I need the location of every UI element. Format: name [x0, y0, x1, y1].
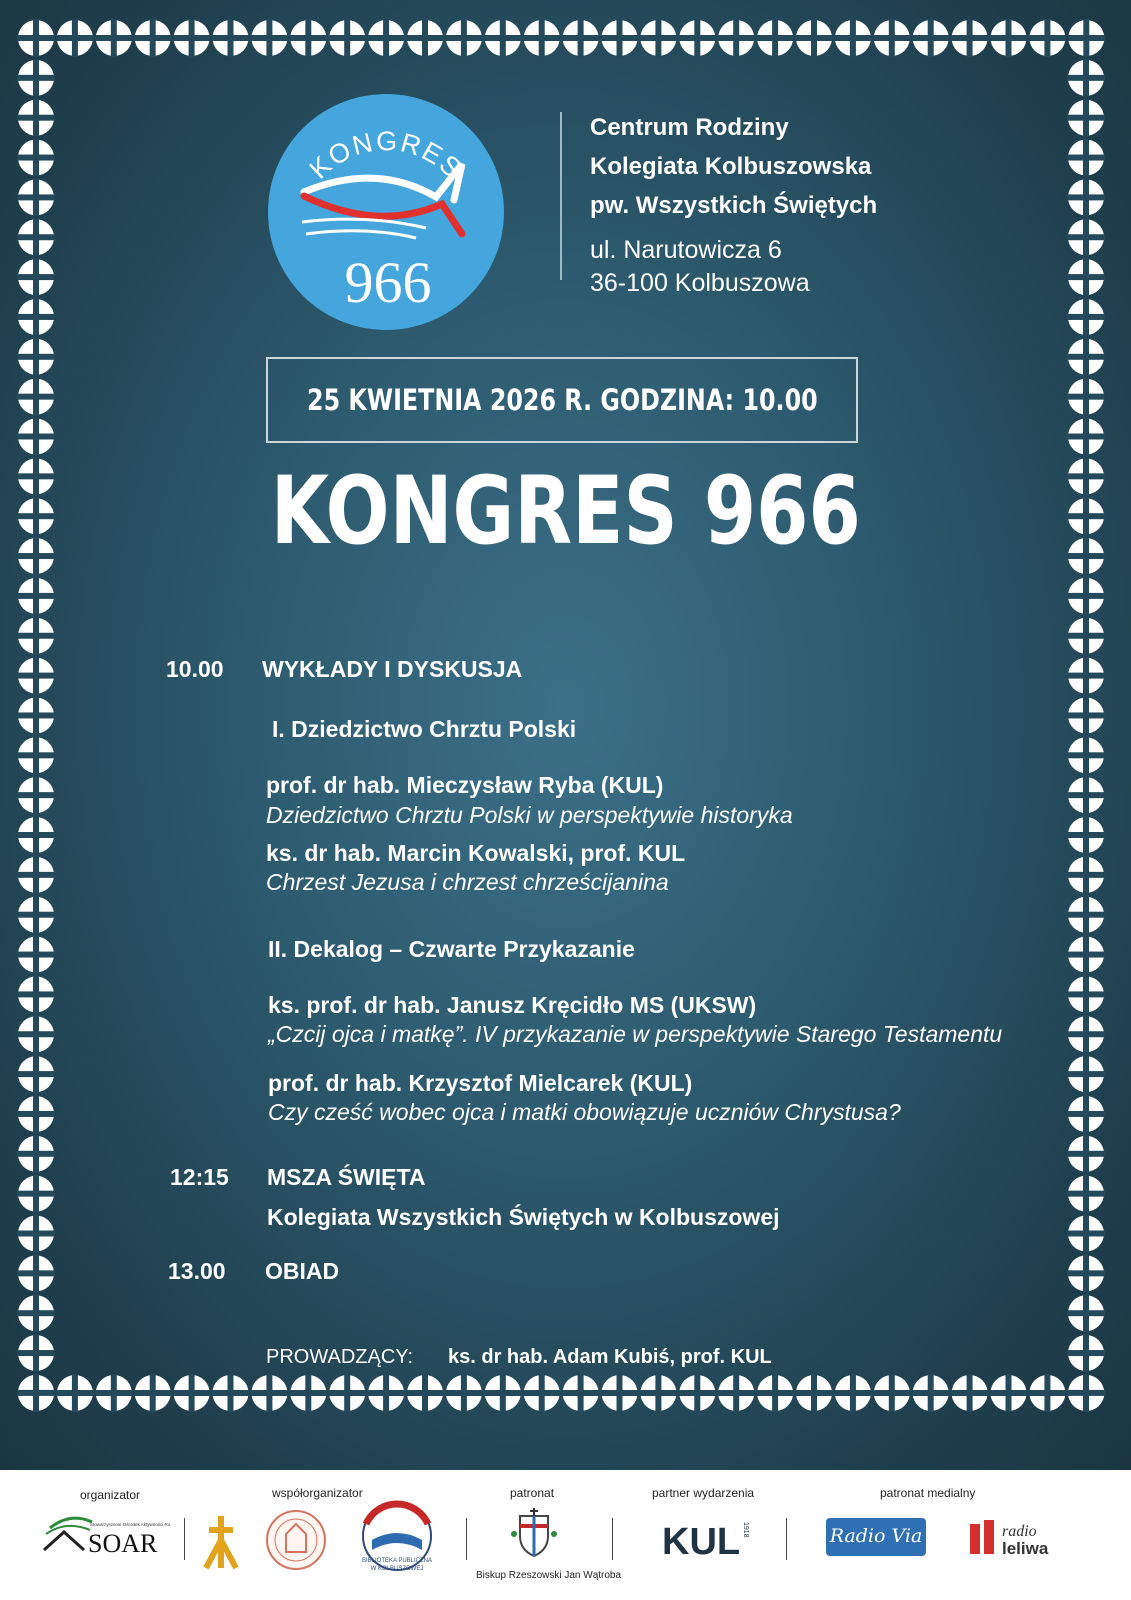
border-ornament-icon — [1067, 218, 1105, 256]
host-name: ks. dr hab. Adam Kubiś, prof. KUL — [448, 1346, 772, 1368]
speaker-name: prof. dr hab. Krzysztof Mielcarek (KUL) — [268, 1070, 693, 1096]
border-ornament-icon — [17, 258, 55, 296]
border-ornament-icon — [17, 378, 55, 416]
svg-text:1918: 1918 — [742, 1522, 749, 1538]
border-ornament-icon — [873, 19, 911, 57]
border-ornament-icon — [717, 1374, 755, 1412]
border-ornament-icon — [17, 1334, 55, 1372]
border-ornament-icon — [1067, 1374, 1105, 1412]
border-ornament-icon — [484, 1374, 522, 1412]
border-ornament-icon — [328, 19, 366, 57]
border-ornament-icon — [56, 1374, 94, 1412]
border-ornament-icon — [134, 1374, 172, 1412]
schedule-title: WYKŁADY I DYSKUSJA — [262, 656, 523, 682]
venue-name — [590, 108, 877, 225]
border-ornament-icon — [601, 1374, 639, 1412]
venue-line: pw. Wszystkich Świętych — [590, 192, 878, 219]
border-ornament-icon — [1067, 418, 1105, 456]
border-ornament-icon — [1067, 1055, 1105, 1093]
svg-text:leliwa: leliwa — [1002, 1539, 1049, 1558]
border-ornament-icon — [445, 1374, 483, 1412]
logo-arc-text: KONGRES — [303, 126, 469, 185]
border-ornament-icon — [639, 1374, 677, 1412]
lecture-topic: Dziedzictwo Chrztu Polski w perspektywie historyka — [266, 802, 793, 828]
border-ornament-icon — [17, 736, 55, 774]
border-ornament-icon — [1067, 1215, 1105, 1253]
border-ornament-icon — [1067, 1294, 1105, 1332]
border-ornament-icon — [1067, 657, 1105, 695]
bishop-caption: Biskup Rzeszowski Jan Wątroba — [476, 1570, 622, 1581]
svg-text:radio: radio — [1002, 1523, 1037, 1540]
border-ornament-icon — [17, 418, 55, 456]
border-ornament-icon — [484, 19, 522, 57]
border-ornament-icon — [17, 975, 55, 1013]
border-ornament-icon — [17, 178, 55, 216]
border-ornament-icon — [17, 1374, 55, 1412]
part-title: II. Dekalog – Czwarte Przykazanie — [268, 936, 635, 962]
border-ornament-icon — [1067, 1095, 1105, 1133]
border-ornament-icon — [445, 19, 483, 57]
bishop-coat-of-arms-icon — [506, 1506, 562, 1562]
border-ornament-icon — [678, 19, 716, 57]
border-ornament-icon — [1067, 896, 1105, 934]
radio-leliwa-logo — [968, 1514, 1058, 1560]
soar-logo — [40, 1510, 170, 1560]
border-ornament-icon — [17, 19, 55, 57]
border-ornament-icon — [1067, 936, 1105, 974]
border-ornament-icon — [1067, 99, 1105, 137]
kul-logo — [660, 1516, 750, 1560]
border-ornament-icon — [678, 1374, 716, 1412]
border-ornament-icon — [406, 19, 444, 57]
radio-via-logo: Radio Via — [826, 1518, 926, 1556]
sponsor-separator — [184, 1518, 185, 1560]
border-ornament-icon — [95, 1374, 133, 1412]
border-ornament-icon — [17, 99, 55, 137]
date-box — [266, 357, 858, 443]
border-ornament-icon — [17, 59, 55, 97]
cross-emblem-icon — [200, 1514, 242, 1570]
border-ornament-icon — [951, 19, 989, 57]
logo-number: 966 — [344, 250, 432, 315]
border-ornament-icon — [1067, 59, 1105, 97]
border-ornament-icon — [212, 19, 250, 57]
border-ornament-icon — [17, 1055, 55, 1093]
sponsor-separator — [466, 1518, 467, 1560]
border-ornament-icon — [17, 696, 55, 734]
border-ornament-icon — [17, 1254, 55, 1292]
border-ornament-icon — [1067, 1334, 1105, 1372]
border-ornament-icon — [1067, 139, 1105, 177]
border-ornament-icon — [834, 1374, 872, 1412]
border-ornament-icon — [289, 1374, 327, 1412]
host-label: PROWADZĄCY: — [266, 1346, 414, 1368]
venue-line: Kolegiata Kolbuszowska — [590, 153, 872, 180]
border-ornament-icon — [1028, 19, 1066, 57]
sponsor-separator — [612, 1518, 613, 1560]
border-ornament-icon — [717, 19, 755, 57]
border-ornament-icon — [1067, 975, 1105, 1013]
schedule-title: MSZA ŚWIĘTA — [267, 1164, 426, 1190]
border-ornament-icon — [17, 577, 55, 615]
media-label: patronat medialny — [880, 1486, 976, 1500]
border-ornament-icon — [562, 19, 600, 57]
mass-location: Kolegiata Wszystkich Świętych w Kolbuszowej — [267, 1204, 780, 1230]
border-ornament-icon — [1067, 816, 1105, 854]
border-ornament-icon — [173, 1374, 211, 1412]
border-ornament-icon — [406, 1374, 444, 1412]
border-ornament-icon — [990, 19, 1028, 57]
border-ornament-icon — [250, 19, 288, 57]
border-ornament-icon — [56, 19, 94, 57]
date-text: 25 KWIETNIA 2026 R. GODZINA: 10.00 — [306, 383, 818, 417]
border-ornament-icon — [17, 776, 55, 814]
lecture-topic: „Czcij ojca i matkę”. IV przykazanie w perspektywie Starego Testamentu — [268, 1021, 1003, 1047]
border-ornament-icon — [795, 1374, 833, 1412]
border-ornament-icon — [1067, 1175, 1105, 1213]
svg-text:W KOLBUSZOWEJ: W KOLBUSZOWEJ — [370, 1566, 424, 1572]
border-ornament-icon — [17, 816, 55, 854]
border-ornament-icon — [134, 19, 172, 57]
border-ornament-icon — [17, 218, 55, 256]
sponsor-separator — [786, 1518, 787, 1560]
border-ornament-icon — [17, 1095, 55, 1133]
venue-line: Centrum Rodziny — [590, 114, 789, 141]
border-ornament-icon — [834, 19, 872, 57]
schedule-time: 10.00 — [166, 656, 224, 682]
border-ornament-icon — [250, 1374, 288, 1412]
border-ornament-icon — [912, 19, 950, 57]
border-ornament-icon — [756, 19, 794, 57]
border-ornament-icon — [1028, 1374, 1066, 1412]
library-logo — [352, 1500, 442, 1580]
border-ornament-icon — [17, 1135, 55, 1173]
venue-address — [590, 234, 810, 300]
border-ornament-icon — [1067, 178, 1105, 216]
border-ornament-icon — [173, 19, 211, 57]
border-ornament-icon — [1067, 776, 1105, 814]
border-ornament-icon — [639, 19, 677, 57]
border-ornament-icon — [990, 1374, 1028, 1412]
patron-label: patronat — [510, 1486, 555, 1500]
border-ornament-icon — [17, 139, 55, 177]
border-ornament-icon — [523, 19, 561, 57]
svg-text:SOAR: SOAR — [88, 1529, 158, 1558]
border-ornament-icon — [367, 19, 405, 57]
border-ornament-icon — [912, 1374, 950, 1412]
border-ornament-icon — [1067, 1254, 1105, 1292]
border-ornament-icon — [1067, 1135, 1105, 1173]
border-ornament-icon — [1067, 19, 1105, 57]
svg-text:KUL: KUL — [662, 1521, 741, 1560]
coorganizer-label: współorganizator — [272, 1486, 363, 1500]
border-ornament-icon — [1067, 378, 1105, 416]
address-line: ul. Narutowicza 6 — [590, 236, 782, 264]
border-ornament-icon — [17, 1015, 55, 1053]
border-ornament-icon — [212, 1374, 250, 1412]
schedule-time: 13.00 — [168, 1258, 226, 1284]
border-ornament-icon — [17, 1294, 55, 1332]
border-ornament-icon — [795, 19, 833, 57]
partner-label: partner wydarzenia — [652, 1486, 755, 1500]
speaker-name: ks. dr hab. Marcin Kowalski, prof. KUL — [266, 840, 686, 866]
border-ornament-icon — [17, 338, 55, 376]
address-line: 36-100 Kolbuszowa — [590, 269, 810, 297]
border-ornament-icon — [562, 1374, 600, 1412]
header-divider — [560, 112, 562, 280]
border-ornament-icon — [17, 617, 55, 655]
border-ornament-icon — [17, 298, 55, 336]
border-ornament-icon — [17, 856, 55, 894]
parish-seal-icon — [264, 1508, 328, 1572]
speaker-name: ks. prof. dr hab. Janusz Kręcidło MS (UKSW) — [268, 992, 757, 1018]
lecture-topic: Czy cześć wobec ojca i matki obowiązuje uczniów Chrystusa? — [268, 1099, 901, 1125]
border-ornament-icon — [17, 1215, 55, 1253]
border-ornament-icon — [17, 657, 55, 695]
border-ornament-icon — [523, 1374, 561, 1412]
border-ornament-icon — [1067, 298, 1105, 336]
border-ornament-icon — [1067, 856, 1105, 894]
border-ornament-icon — [1067, 338, 1105, 376]
border-ornament-icon — [1067, 1015, 1105, 1053]
sponsors-strip — [0, 1470, 1131, 1600]
border-ornament-icon — [873, 1374, 911, 1412]
border-ornament-icon — [951, 1374, 989, 1412]
lecture-topic: Chrzest Jezusa i chrzest chrześcijanina — [266, 869, 669, 895]
border-ornament-icon — [1067, 696, 1105, 734]
border-ornament-icon — [1067, 736, 1105, 774]
border-ornament-icon — [95, 19, 133, 57]
part-title: I. Dziedzictwo Chrztu Polski — [272, 716, 577, 742]
border-ornament-icon — [1067, 577, 1105, 615]
border-ornament-icon — [17, 896, 55, 934]
svg-text:Stowarzyszenie Ośrodek Aktywno: Stowarzyszenie Ośrodek Aktywności Rodzin — [90, 1522, 170, 1527]
speaker-name: prof. dr hab. Mieczysław Ryba (KUL) — [266, 772, 664, 798]
border-ornament-icon — [756, 1374, 794, 1412]
border-ornament-icon — [328, 1374, 366, 1412]
kongres-logo — [266, 92, 506, 332]
border-ornament-icon — [1067, 258, 1105, 296]
border-ornament-icon — [289, 19, 327, 57]
organizer-label: organizator — [80, 1488, 141, 1502]
border-ornament-icon — [1067, 617, 1105, 655]
border-ornament-icon — [367, 1374, 405, 1412]
page-title: KONGRES 966 — [270, 457, 861, 566]
svg-text:BIBLIOTEKA PUBLICZNA: BIBLIOTEKA PUBLICZNA — [361, 1558, 433, 1564]
schedule-time: 12:15 — [170, 1164, 229, 1190]
border-ornament-icon — [17, 1175, 55, 1213]
border-ornament-icon — [601, 19, 639, 57]
border-ornament-icon — [17, 936, 55, 974]
schedule-title: OBIAD — [265, 1258, 340, 1284]
